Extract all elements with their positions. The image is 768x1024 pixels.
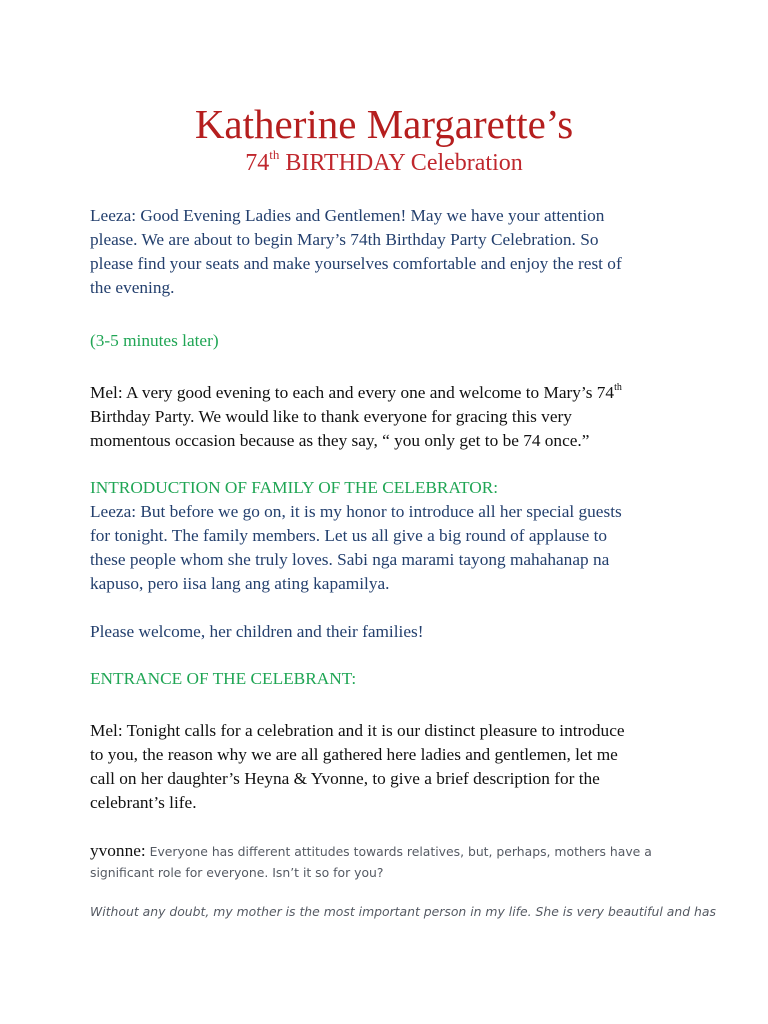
paragraph-line: to you, the reason why we are all gathered here ladies and gentlemen, let me [90, 745, 618, 764]
paragraph-line: Leeza: Good Evening Ladies and Gentlemen! May we have your attention [90, 206, 605, 225]
paragraph-line: momentous occasion because as they say, “ you only get to be 74 once.” [90, 431, 590, 450]
subtitle-number: 74 [245, 150, 270, 176]
paragraph-line: please find your seats and make yourselves comfortable and enjoy the rest of [90, 254, 622, 273]
document-title: Katherine Margarette’s [194, 101, 574, 147]
leeza-opening-paragraph [90, 204, 690, 300]
yvonne-italic-line: Without any doubt, my mother is the most important person in my life. She is very beautiful and has [90, 904, 716, 919]
paragraph-line: please. We are about to begin Mary’s 74th Birthday Party Celebration. So [90, 230, 599, 249]
paragraph-line: kapuso, pero iisa lang ang ating kapamilya. [90, 574, 390, 593]
document-subtitle [0, 148, 768, 178]
stage-direction: (3-5 minutes later) [90, 331, 219, 350]
mel-celebrant-paragraph [90, 719, 690, 815]
section-heading-introduction: INTRODUCTION OF FAMILY OF THE CELEBRATOR: [90, 478, 499, 497]
paragraph-line: these people whom she truly loves. Sabi nga marami tayong mahahanap na [90, 550, 610, 569]
paragraph-line: for tonight. The family members. Let us all give a big round of applause to [90, 526, 608, 545]
paragraph-line: call on her daughter’s Heyna & Yvonne, to give a brief description for the [90, 769, 600, 788]
section-heading-entrance: ENTRANCE OF THE CELEBRANT: [90, 669, 357, 688]
yvonne-paragraph [90, 840, 690, 883]
subtitle-text: BIRTHDAY Celebration [279, 150, 523, 176]
mel-welcome-paragraph [90, 381, 690, 453]
paragraph-line [90, 840, 690, 862]
paragraph-line: significant role for everyone. Isn’t it so for you? [90, 865, 384, 880]
ordinal-suffix: th [614, 382, 622, 393]
welcome-line: Please welcome, her children and their families! [90, 622, 424, 641]
subtitle-ordinal: th [269, 147, 280, 162]
paragraph-line: Mel: Tonight calls for a celebration and it is our distinct pleasure to introduce [90, 721, 625, 740]
paragraph-line [90, 381, 690, 405]
speaker-name: yvonne: [90, 841, 146, 860]
paragraph-line: Leeza: But before we go on, it is my honor to introduce all her special guests [90, 502, 622, 521]
paragraph-line: celebrant’s life. [90, 793, 197, 812]
leeza-family-paragraph [90, 500, 690, 596]
paragraph-line: Birthday Party. We would like to thank everyone for gracing this very [90, 407, 572, 426]
paragraph-line: the evening. [90, 278, 175, 297]
line-text: Everyone has different attitudes towards relatives, but, perhaps, mothers have a [145, 844, 652, 859]
line-text: Mel: A very good evening to each and every one and welcome to Mary’s 74 [90, 383, 615, 402]
